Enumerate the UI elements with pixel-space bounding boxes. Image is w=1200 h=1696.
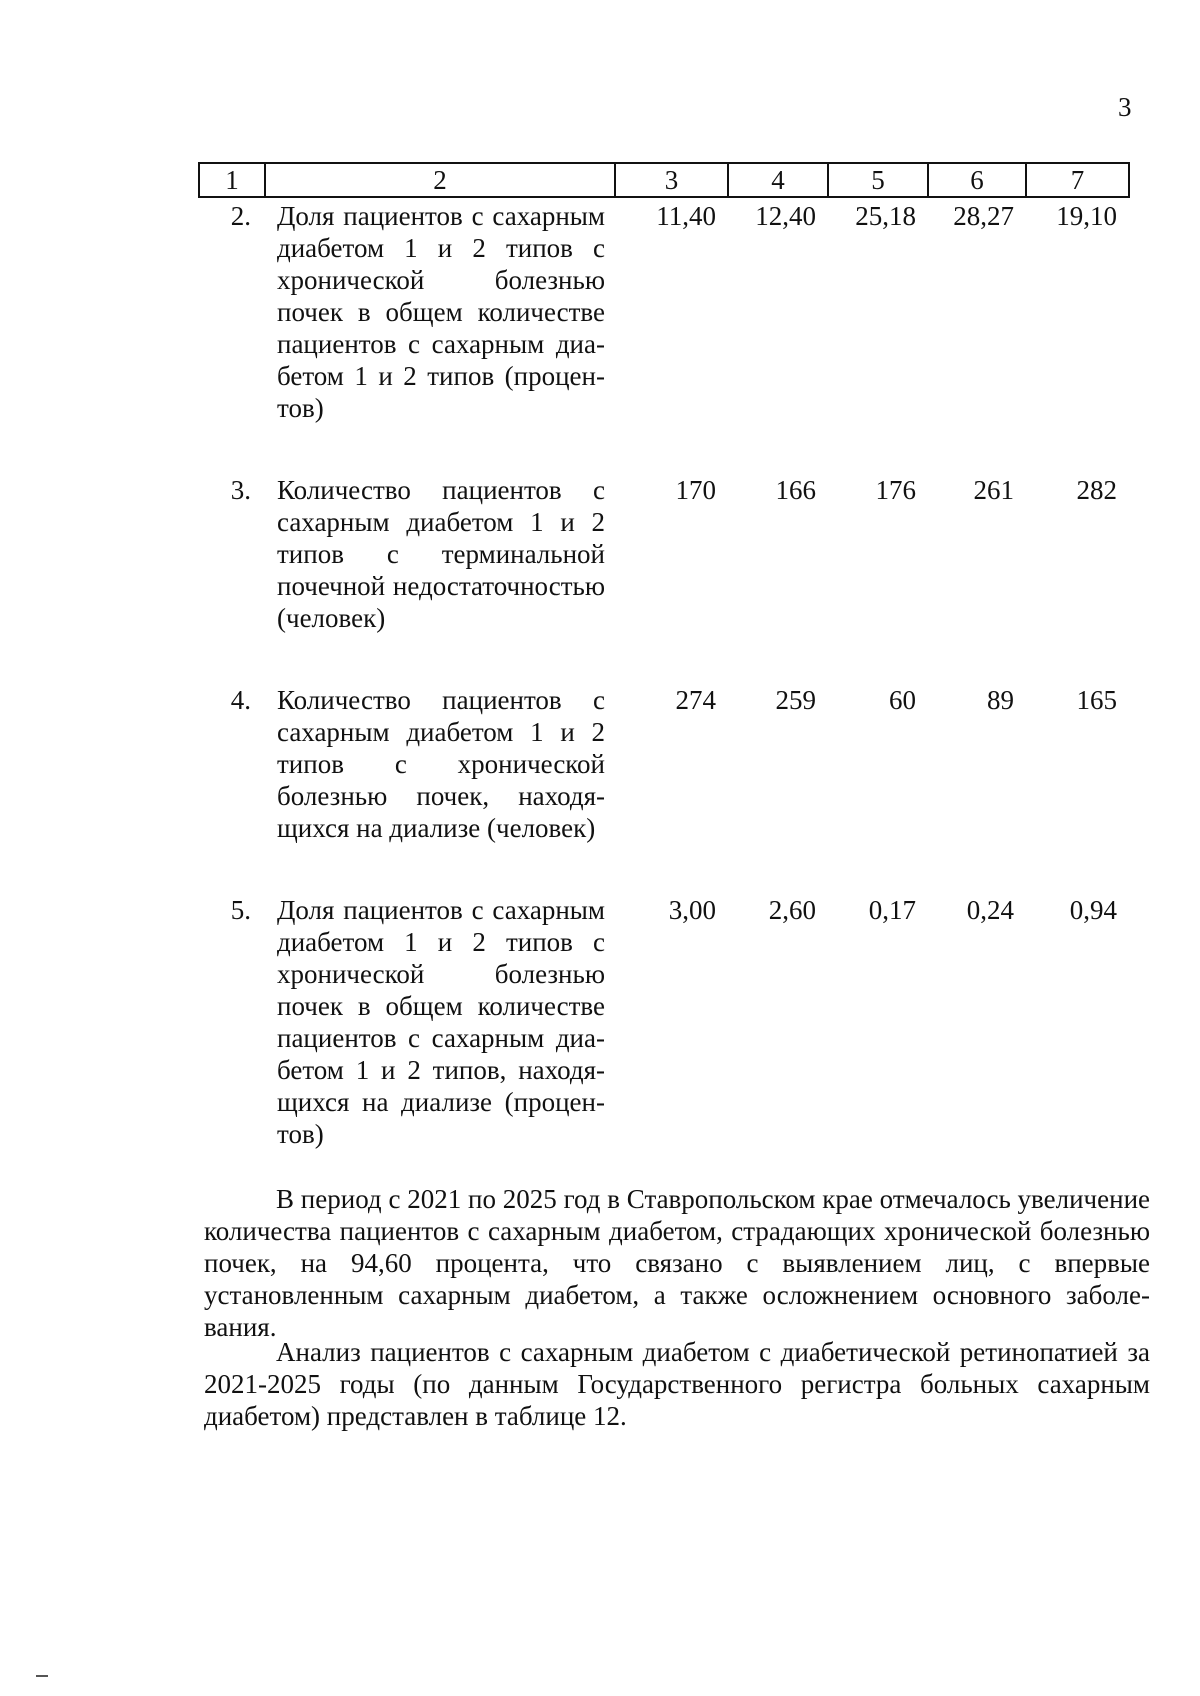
- table-row: [199, 684, 1129, 894]
- row-description: Доля пациентов с сахарным диабетом 1 и 2 типов с хронической болезнью почек в общем количестве пациентов с сахарным диабетом 1 и 2 типов (процентов): [277, 201, 605, 423]
- row-value: 2,60: [768, 895, 816, 925]
- row-number: 3.: [230, 475, 251, 505]
- body-paragraph: Анализ пациентов с сахарным диабетом с диабетической ретинопатией за 2021-2025 годы (по данным Государственного регистра больных сахарным диабетом) представлен в таблице 12.: [204, 1337, 1150, 1431]
- row-value: 12,40: [755, 201, 816, 231]
- row-value: 176: [875, 475, 916, 505]
- header-cell: 2: [265, 163, 615, 197]
- header-cell: 1: [199, 163, 265, 197]
- header-cell: 7: [1026, 163, 1129, 197]
- row-value: 89: [987, 685, 1014, 715]
- row-description: Количество пациентов с сахарным диабетом 1 и 2 типов с хронической болезнью почек, находящихся на диализе (человек): [277, 685, 605, 843]
- row-number: 5.: [230, 895, 251, 925]
- body-paragraph: В период с 2021 по 2025 год в Ставропольском крае отмечалось увеличение количества пациентов с сахарным диабетом, страдающих хронической болезнью почек, на 94,60 процента, что связано с выявлением лиц, с впервые установленным сахарным диабетом, а также осложнением основного заболевания.: [204, 1184, 1150, 1342]
- table-row: [199, 197, 1129, 474]
- table-header: [199, 163, 1129, 197]
- row-number: 2.: [230, 201, 251, 231]
- header-cell: 3: [615, 163, 728, 197]
- header-cell: 4: [728, 163, 828, 197]
- row-description: Доля пациентов с сахарным диабетом 1 и 2 типов с хронической болезнью почек в общем количестве пациентов с сахарным диабетом 1 и 2 типов, находящихся на диализе (процентов): [277, 895, 605, 1149]
- row-value: 166: [775, 475, 816, 505]
- indicator-table: [198, 162, 1130, 1200]
- row-value: 25,18: [855, 201, 916, 231]
- row-description: Количество пациентов с сахарным диабетом 1 и 2 типов с терминальной почечной недостаточностью (человек): [277, 475, 605, 633]
- row-value: 259: [775, 685, 816, 715]
- table-header-row: [199, 163, 1129, 197]
- row-value: 165: [1076, 685, 1117, 715]
- table-row: [199, 894, 1129, 1200]
- row-value: 19,10: [1056, 201, 1117, 231]
- scan-mark: [36, 1675, 48, 1677]
- row-value: 0,94: [1069, 895, 1117, 925]
- row-value: 282: [1076, 475, 1117, 505]
- table-row: [199, 474, 1129, 684]
- row-value: 0,17: [868, 895, 916, 925]
- header-cell: 6: [928, 163, 1026, 197]
- row-value: 274: [675, 685, 716, 715]
- page-number: 3: [1118, 92, 1132, 122]
- row-value: 0,24: [966, 895, 1014, 925]
- row-value: 170: [675, 475, 716, 505]
- table-body: [199, 197, 1129, 1200]
- row-value: 11,40: [656, 201, 716, 231]
- row-number: 4.: [230, 685, 251, 715]
- row-value: 28,27: [953, 201, 1014, 231]
- header-cell: 5: [828, 163, 928, 197]
- row-value: 60: [889, 685, 916, 715]
- row-value: 3,00: [668, 895, 716, 925]
- row-value: 261: [973, 475, 1014, 505]
